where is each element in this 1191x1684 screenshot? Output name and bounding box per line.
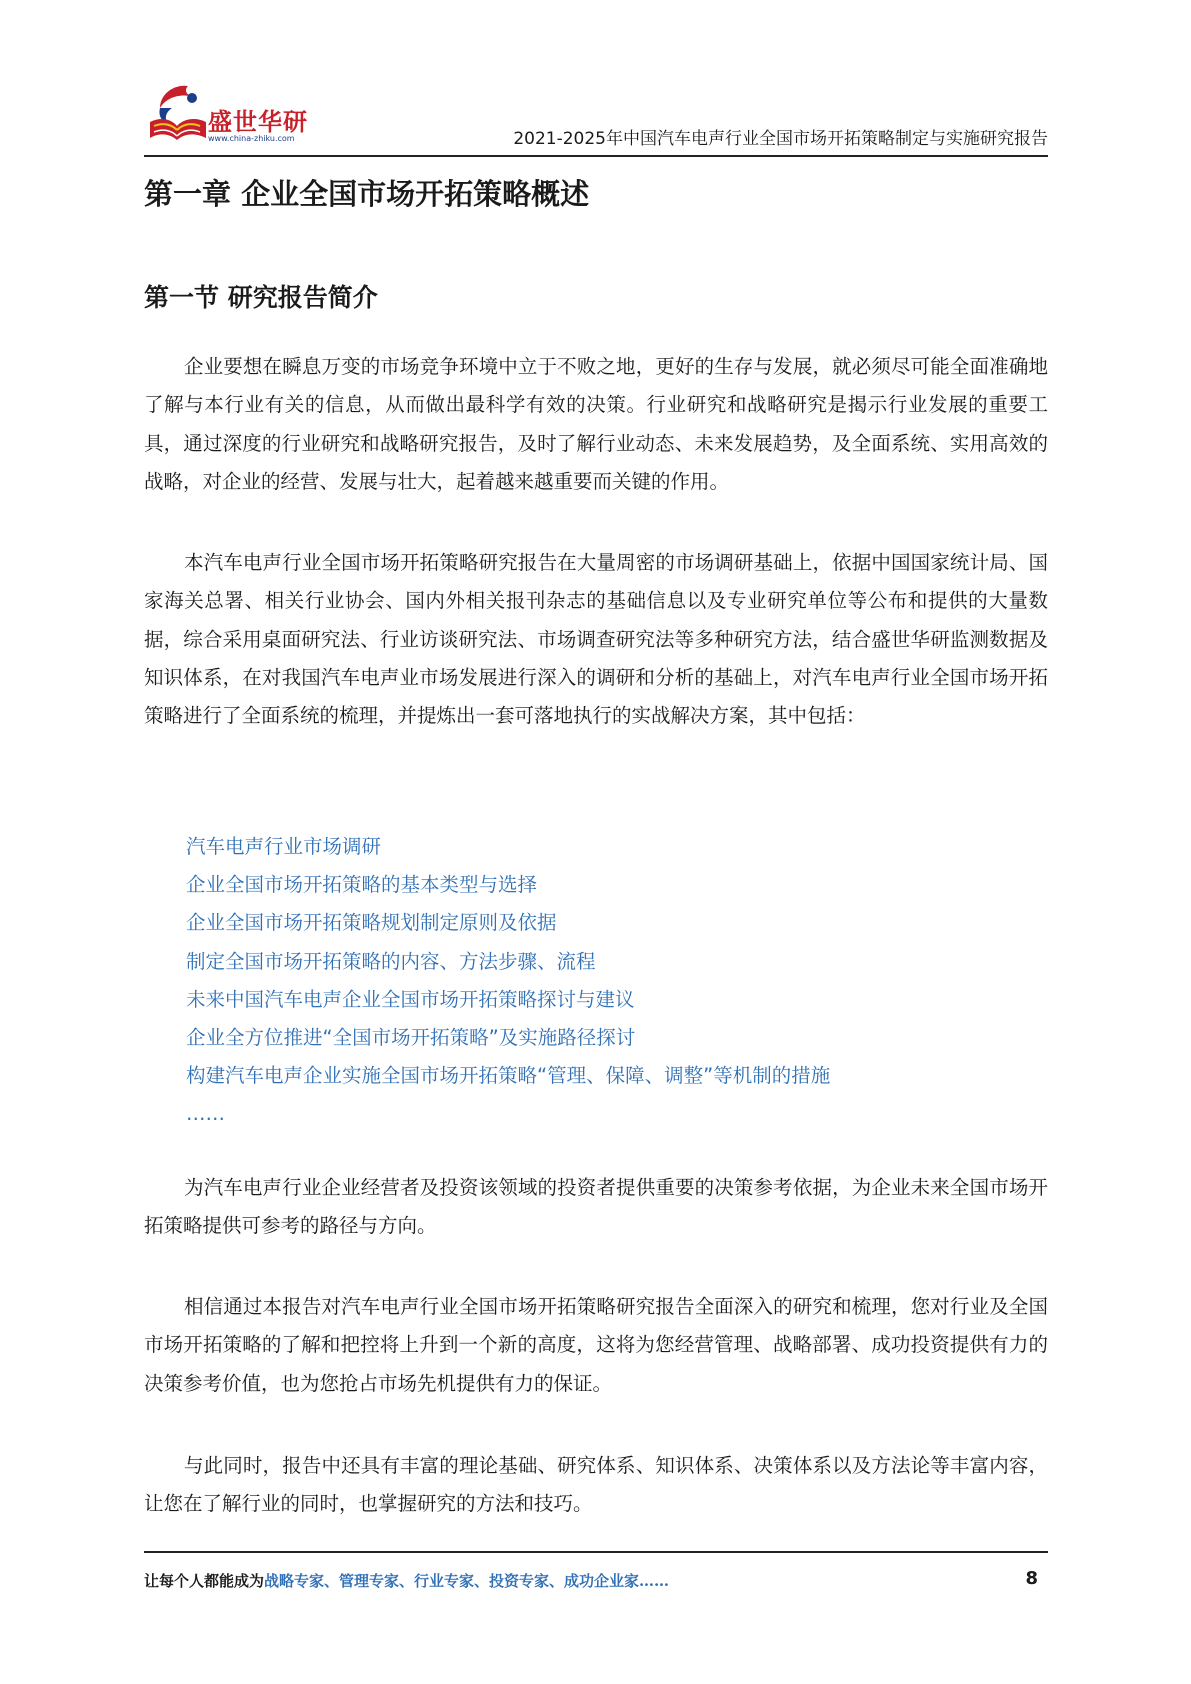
footer-slogan-roles: 战略专家、管理专家、行业专家、投资专家、成功企业家……: [264, 1572, 670, 1590]
footer-slogan-lead: 让每个人都能成为: [144, 1572, 265, 1590]
list-item[interactable]: 汽车电声行业市场调研: [186, 835, 382, 858]
list-item-ellipsis: ……: [186, 1102, 225, 1126]
contents-list: [186, 828, 830, 1134]
page-footer: [144, 1570, 1048, 1596]
list-item[interactable]: 企业全国市场开拓策略规划制定原则及依据: [186, 911, 557, 935]
logo-url: www.china-zhiku.com: [208, 134, 295, 143]
methodology-paragraph: 与此同时，报告中还具有丰富的理论基础、研究体系、知识体系、决策体系以及方法论等丰富内容，让您在了解行业的同时，也掌握研究的方法和技巧。: [144, 1454, 1048, 1516]
value-paragraph: 相信通过本报告对汽车电声行业全国市场开拓策略研究报告全面深入的研究和梳理，您对行业及全国市场开拓策略的了解和把控将上升到一个新的高度，这将为您经营管理、战略部署、成功投资提供有力的决策参考价值，也为您抢占市场先机提供有力的保证。: [144, 1295, 1048, 1395]
list-item[interactable]: 企业全方位推进“全国市场开拓策略”及实施路径探讨: [186, 1026, 636, 1050]
logo-name: 盛世华研: [208, 108, 308, 136]
page-header: [144, 80, 1048, 157]
report-scope-paragraph: 本汽车电声行业全国市场开拓策略研究报告在大量周密的市场调研基础上，依据中国国家统计局、国家海关总署、相关行业协会、国内外相关报刊杂志的基础信息以及专业研究单位等公布和提供的大量数据，综合采用桌面研究法、行业访谈研究法、市场调查研究法等多种研究方法，结合盛世华研监测数据及知识体系，在对我国汽车电声业市场发展进行深入的调研和分析的基础上，对汽车电声行业全国市场开拓策略进行了全面系统的梳理，并提炼出一套可落地执行的实战解决方案，其中包括：: [144, 551, 1048, 728]
chapter-title: 第一章 企业全国市场开拓策略概述: [144, 177, 590, 211]
report-title: 2021-2025年中国汽车电声行业全国市场开拓策略制定与实施研究报告: [513, 129, 1048, 149]
list-item[interactable]: 制定全国市场开拓策略的内容、方法步骤、流程: [186, 949, 596, 973]
logo-emblem-icon: [144, 82, 210, 148]
page-number: 8: [1025, 1568, 1038, 1589]
company-logo: [144, 80, 308, 150]
list-item[interactable]: 企业全国市场开拓策略的基本类型与选择: [186, 873, 538, 897]
list-item[interactable]: 未来中国汽车电声企业全国市场开拓策略探讨与建议: [186, 987, 635, 1011]
list-item[interactable]: 构建汽车电声企业实施全国市场开拓策略“管理、保障、调整”等机制的措施: [186, 1064, 831, 1088]
intro-paragraph: 企业要想在瞬息万变的市场竞争环境中立于不败之地，更好的生存与发展，就必须尽可能全面准确地了解与本行业有关的信息，从而做出最科学有效的决策。行业研究和战略研究是揭示行业发展的重要工具，通过深度的行业研究和战略研究报告，及时了解行业动态、未来发展趋势，及全面系统、实用高效的战略，对企业的经营、发展与壮大，起着越来越重要而关键的作用。: [144, 355, 1048, 493]
section-title: 第一节 研究报告简介: [144, 283, 378, 312]
purpose-paragraph: 为汽车电声行业企业经营者及投资该领域的投资者提供重要的决策参考依据，为企业未来全国市场开拓策略提供可参考的路径与方向。: [144, 1176, 1048, 1238]
footer-divider: [144, 1551, 1048, 1553]
